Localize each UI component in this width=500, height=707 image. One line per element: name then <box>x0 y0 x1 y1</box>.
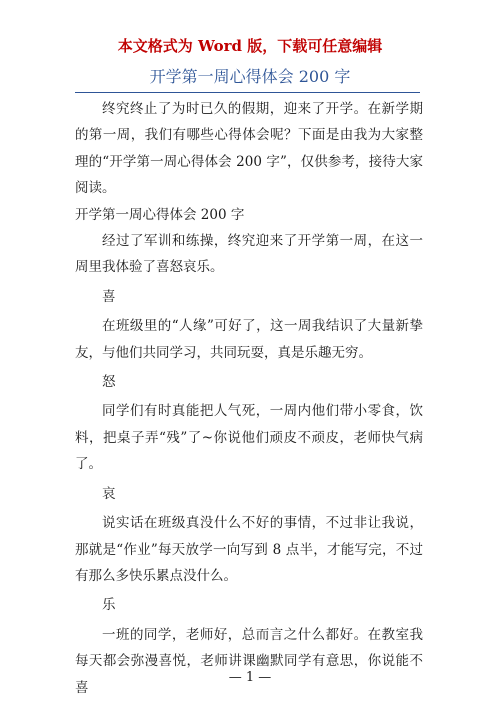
word-format-notice: 本文格式为 Word 版，下载可任意编辑 <box>117 37 383 55</box>
body-paragraph: 经过了军训和练操，终究迎来了开学第一周，在这一周里我体验了喜怒哀乐。 <box>75 233 423 276</box>
subheading-anger: 怒 <box>102 374 116 391</box>
intro-paragraph: 终究终止了为时已久的假期，迎来了开学。在新学期的第一周，我们有哪些心得体会呢？下面是由我为大家整理的“开学第一周心得体会 200 字”，仅供参考，接待大家阅读。 <box>75 101 423 197</box>
subheading-happiness: 乐 <box>102 597 116 614</box>
body-paragraph: 在班级里的“人缘”可好了，这一周我结识了大量新挚友，与他们共同学习，共同玩耍，真是乐趣无穷。 <box>75 318 423 361</box>
body-paragraph: 同学们有时真能把人气死，一周内他们带小零食，饮料，把桌子弄“残”了~你说他们顽皮不顽皮，老师快气病了。 <box>75 403 423 473</box>
body-paragraph: 一班的同学，老师好，总而言之什么都好。在教室我每天都会弥漫喜悦，老师讲课幽默同学有意思，你说能不喜 <box>75 626 423 696</box>
document-title: 开学第一周心得体会 200 字 <box>149 67 351 86</box>
subheading-sorrow: 哀 <box>102 485 116 502</box>
document-body <box>75 96 423 701</box>
page-number: — 1 — <box>228 670 272 685</box>
section-heading: 开学第一周心得体会 200 字 <box>75 206 245 223</box>
title-rule <box>75 92 420 93</box>
subheading-joy: 喜 <box>102 288 116 305</box>
body-paragraph: 说实话在班级真没什么不好的事情，不过非让我说，那就是“作业”每天放学一向写到 8 点半，才能写完，不过有那么多快乐累点没什么。 <box>75 515 423 584</box>
